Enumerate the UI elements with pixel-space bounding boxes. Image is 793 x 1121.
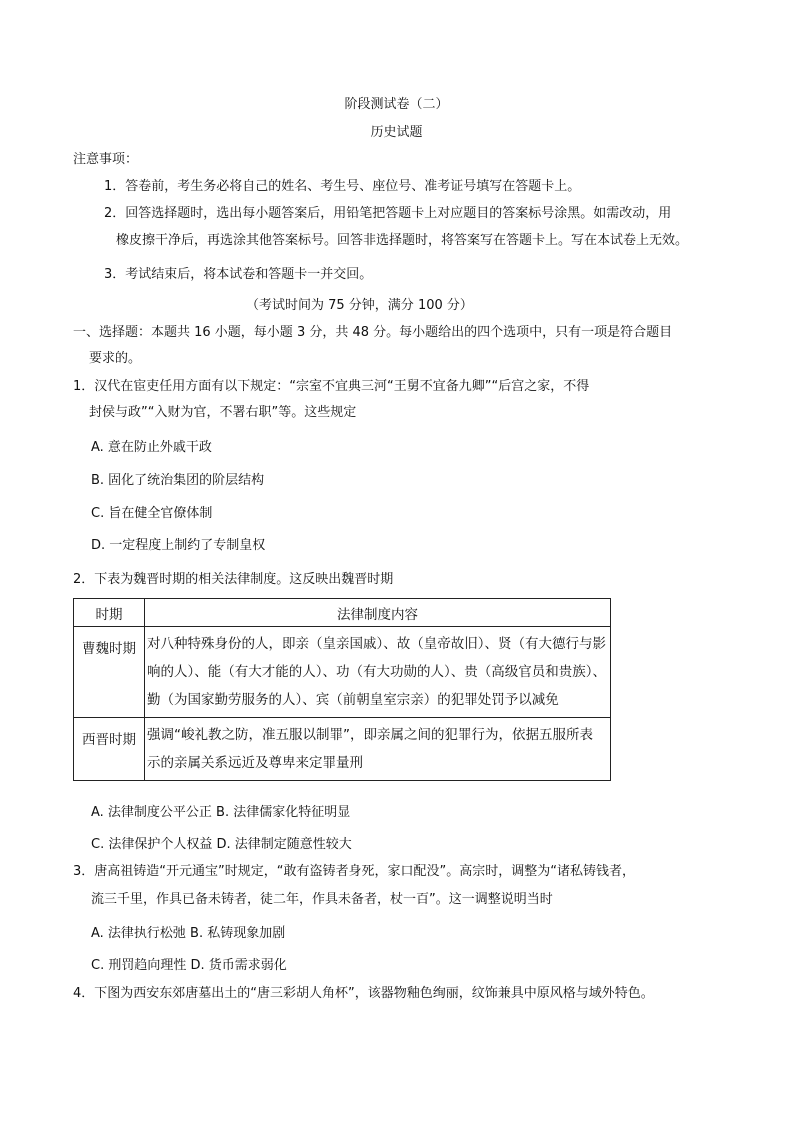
section1-heading-line1: 一、选择题：本题共 16 小题，每小题 3 分，共 48 分。每小题给出的四个选项中，只有一项是符合题目 — [73, 325, 673, 340]
notice-item-2-line2: 橡皮擦干净后，再选涂其他答案标号。回答非选择题时，将答案写在答题卡上。写在本试卷上无效。 — [116, 233, 689, 248]
table-header-period: 时期 — [74, 599, 145, 627]
table-cell-content: 对八种特殊身份的人，即亲（皇亲国戚）、故（皇帝故旧）、贤（有大德行与影响的人）、能（有大才能的人）、功（有大功勋的人）、贵（高级官员和贵族）、勤（为国家勤劳服务的人）、宾（前朝皇室宗亲）的犯罪处罚予以减免 — [145, 627, 611, 718]
q1-option-b: B. 固化了统治集团的阶层结构 — [91, 473, 265, 488]
q3-stem-line1: 3．唐高祖铸造“开元通宝”时规定，“敢有盗铸者身死，家口配没”。高宗时，调整为“诸私铸钱者， — [73, 864, 635, 879]
table-header-content: 法律制度内容 — [145, 599, 611, 627]
notice-heading: 注意事项： — [73, 152, 139, 167]
table-cell-period: 西晋时期 — [74, 718, 145, 781]
exam-title: 阶段测试卷（二） — [344, 97, 449, 112]
q2-options-line2: C. 法律保护个人权益 D. 法律制定随意性较大 — [91, 837, 352, 852]
exam-time-note: （考试时间为 75 分钟，满分 100 分） — [246, 298, 473, 313]
q3-stem-line2: 流三千里，作具已备未铸者，徒二年，作具未备者，杖一百”。这一调整说明当时 — [91, 892, 553, 907]
table-cell-period: 曹魏时期 — [74, 627, 145, 718]
q4-stem: 4．下图为西安东郊唐墓出土的“唐三彩胡人角杯”，该器物釉色绚丽，纹饰兼具中原风格与域外特色。 — [73, 986, 654, 1001]
notice-item-2-line1: 2．回答选择题时，选出每小题答案后，用铅笔把答题卡上对应题目的答案标号涂黑。如需改动，用 — [104, 206, 672, 221]
table-row — [74, 718, 611, 781]
q1-option-a: A. 意在防止外戚干政 — [91, 440, 212, 455]
exam-subtitle: 历史试题 — [370, 125, 423, 140]
q2-stem: 2．下表为魏晋时期的相关法律制度。这反映出魏晋时期 — [73, 572, 394, 587]
notice-item-1: 1．答卷前，考生务必将自己的姓名、考生号、座位号、准考证号填写在答题卡上。 — [104, 179, 581, 194]
table-cell-content: 强调“峻礼教之防，准五服以制罪”，即亲属之间的犯罪行为，依据五服所表示的亲属关系远近及尊卑来定罪量刑 — [145, 718, 611, 781]
q1-option-c: C. 旨在健全官僚体制 — [91, 506, 213, 521]
table-row — [74, 627, 611, 718]
table-header-row — [74, 599, 611, 627]
q1-stem-line2: 封侯与政”“入财为官，不署右职”等。这些规定 — [89, 405, 357, 420]
notice-item-3: 3．考试结束后，将本试卷和答题卡一并交回。 — [104, 267, 373, 282]
q3-options-line1: A. 法律执行松弛 B. 私铸现象加剧 — [91, 926, 286, 941]
q1-stem-line1: 1．汉代在宦吏任用方面有以下规定：“宗室不宜典三河“王舅不宜备九卿”“后宫之家，不得 — [73, 379, 590, 394]
q3-options-line2: C. 刑罚趋向理性 D. 货币需求弱化 — [91, 958, 287, 973]
law-table — [73, 598, 611, 781]
q2-options-line1: A. 法律制度公平公正 B. 法律儒家化特征明显 — [91, 805, 351, 820]
section1-heading-line2: 要求的。 — [89, 351, 142, 366]
q1-option-d: D. 一定程度上制约了专制皇权 — [91, 538, 266, 553]
